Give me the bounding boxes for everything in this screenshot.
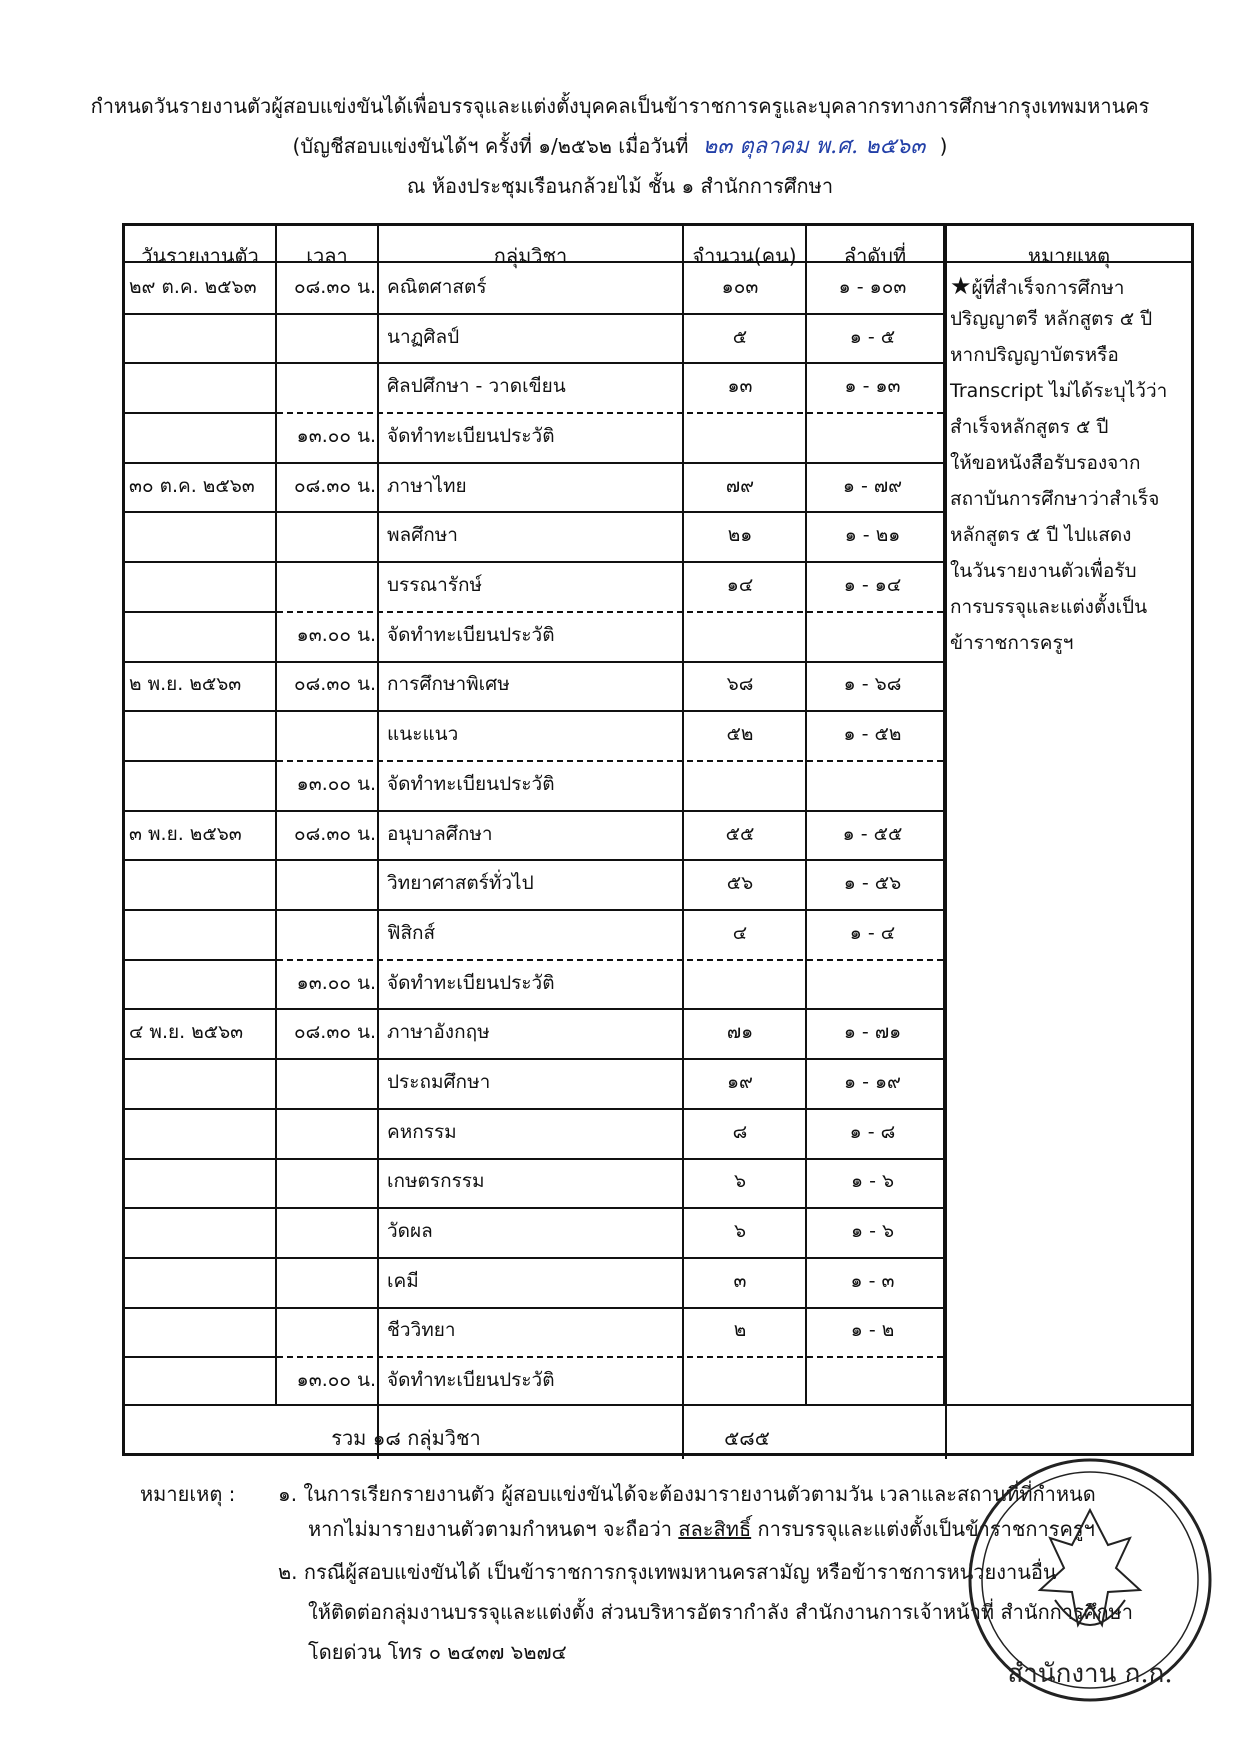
row-divider-dashed xyxy=(277,611,943,613)
th-date: วันรายงานตัว xyxy=(141,244,259,268)
row-rank: ๑ - ๕ xyxy=(849,325,896,348)
document-title: กำหนดวันรายงานตัวผู้สอบแข่งขันได้เพื่อบรรจุและแต่งตั้งบุคคลเป็นข้าราชการครูและบุคลากรทางการศึกษากรุงเทพมหานคร xyxy=(90,94,1150,118)
row-time: ๐๘.๓๐ น. xyxy=(294,1021,376,1044)
row-count: ๖ xyxy=(733,1170,747,1193)
row-subject: ศิลปศึกษา - วาดเขียน xyxy=(387,375,566,398)
row-divider xyxy=(125,909,943,911)
col-divider xyxy=(682,226,684,1459)
remark-line: ปริญญาตรี หลักสูตร ๕ ปี xyxy=(950,308,1153,330)
row-count: ๕๖ xyxy=(726,872,754,895)
th-subject: กลุ่มวิชา xyxy=(493,244,568,268)
row-count: ๑๐๓ xyxy=(721,275,759,298)
row-divider xyxy=(125,362,943,364)
row-divider xyxy=(125,859,943,861)
th-time: เวลา xyxy=(306,244,348,268)
row-subject: จัดทำทะเบียนประวัติ xyxy=(387,971,555,994)
row-date: ๓ พ.ย. ๒๕๖๓ xyxy=(129,822,242,845)
row-subject: เกษตรกรรม xyxy=(387,1170,485,1193)
row-subject: แนะแนว xyxy=(387,723,459,746)
row-subject: คณิตศาสตร์ xyxy=(387,275,487,298)
note-2-line-2: ให้ติดต่อกลุ่มงานบรรจุและแต่งตั้ง ส่วนบริหารอัตรากำลัง สำนักงานการเจ้าหน้าที่ สำนักการศึกษา xyxy=(308,1600,1133,1624)
row-subject: ชีววิทยา xyxy=(387,1319,456,1342)
notes-label: หมายเหตุ : xyxy=(140,1482,236,1506)
note-2-line-3: โดยด่วน โทร ๐ ๒๔๓๗ ๖๒๗๔ xyxy=(308,1640,567,1664)
row-subject: จัดทำทะเบียนประวัติ xyxy=(387,623,555,646)
row-date: ๒ พ.ย. ๒๕๖๓ xyxy=(129,673,242,696)
row-subject: บรรณารักษ์ xyxy=(387,574,482,597)
remark-line: สถาบันการศึกษาว่าสำเร็จ xyxy=(950,488,1160,510)
subtitle-prefix: (บัญชีสอบแข่งขันได้ฯ ครั้งที่ ๑/๒๕๖๒ เมื่อวันที่ xyxy=(292,134,689,158)
remark-line: หลักสูตร ๕ ปี ไปแสดง xyxy=(950,524,1132,546)
row-subject: อนุบาลศึกษา xyxy=(387,822,493,845)
total-value: ๕๘๕ xyxy=(724,1426,770,1450)
remark-line: การบรรจุและแต่งตั้งเป็น xyxy=(950,596,1148,618)
row-count: ๑๓ xyxy=(727,375,753,398)
row-rank: ๑ - ๑๔ xyxy=(843,574,902,597)
row-subject: จัดทำทะเบียนประวัติ xyxy=(387,424,555,447)
col-divider xyxy=(275,226,277,1404)
row-rank: ๑ - ๔ xyxy=(849,921,896,944)
row-rank: ๑ - ๗๙ xyxy=(842,474,903,497)
row-subject: นาฏศิลป์ xyxy=(387,325,460,348)
schedule-table xyxy=(122,223,1194,1456)
row-subject: วัดผล xyxy=(387,1220,433,1243)
row-divider-dashed xyxy=(277,760,943,762)
row-subject: เคมี xyxy=(387,1269,419,1292)
remark-line: สำเร็จหลักสูตร ๕ ปี xyxy=(950,416,1109,438)
row-rank: ๑ - ๕๒ xyxy=(843,723,902,746)
row-time: ๐๘.๓๐ น. xyxy=(294,275,376,298)
row-rank: ๑ - ๖ xyxy=(850,1220,895,1243)
remark-text: ผู้ที่สำเร็จการศึกษา xyxy=(971,277,1125,299)
row-divider xyxy=(125,710,943,712)
row-time: ๐๘.๓๐ น. xyxy=(294,673,376,696)
row-divider xyxy=(125,611,275,613)
row-count: ๖๘ xyxy=(726,673,754,696)
row-rank: ๑ - ๓ xyxy=(850,1269,895,1292)
th-count: จำนวน(คน) xyxy=(692,244,797,268)
row-rank: ๑ - ๗๑ xyxy=(843,1021,902,1044)
note-1-line-1: ๑. ในการเรียกรายงานตัว ผู้สอบแข่งขันได้จะต้องมารายงานตัวตามวัน เวลาและสถานที่ที่กำหนด xyxy=(278,1482,1096,1506)
row-divider xyxy=(125,313,943,315)
star-icon: ★ xyxy=(950,272,972,300)
row-rank: ๑ - ๕๖ xyxy=(843,872,902,895)
th-remark: หมายเหตุ xyxy=(1027,244,1111,268)
row-rank: ๑ - ๑๐๓ xyxy=(838,275,907,298)
row-count: ๕๕ xyxy=(725,822,755,845)
handwritten-date: ๒๓ ตุลาคม พ.ศ. ๒๕๖๓ xyxy=(702,134,926,159)
row-rank: ๑ - ๒ xyxy=(850,1319,895,1342)
remark-line: ให้ขอหนังสือรับรองจาก xyxy=(950,452,1141,474)
row-count: ๖ xyxy=(733,1220,747,1243)
row-subject: คหกรรม xyxy=(387,1120,457,1143)
row-count: ๒๑ xyxy=(727,524,753,547)
official-stamp-icon xyxy=(960,1450,1220,1710)
row-date: ๔ พ.ย. ๒๕๖๓ xyxy=(129,1021,244,1044)
row-divider xyxy=(125,1356,275,1358)
row-count: ๑๔ xyxy=(726,574,754,597)
row-subject: จัดทำทะเบียนประวัติ xyxy=(387,1369,555,1392)
row-divider xyxy=(125,959,275,961)
row-count: ๔ xyxy=(732,921,748,944)
row-divider xyxy=(125,462,943,464)
col-divider xyxy=(945,226,947,1459)
remark-line: Transcript ไม่ได้ระบุไว้ว่า xyxy=(950,380,1168,402)
row-count: ๓ xyxy=(733,1269,747,1292)
row-divider xyxy=(125,561,943,563)
row-subject: วิทยาศาสตร์ทั่วไป xyxy=(387,872,534,895)
row-divider xyxy=(125,760,275,762)
row-date: ๒๙ ต.ค. ๒๕๖๓ xyxy=(129,275,257,298)
document-venue: ณ ห้องประชุมเรือนกล้วยไม้ ชั้น ๑ สำนักการศึกษา xyxy=(406,174,834,198)
row-divider xyxy=(125,661,943,663)
total-divider xyxy=(125,1404,1191,1406)
row-time: ๑๓.๐๐ น. xyxy=(296,971,376,994)
note-1-forfeit: สละสิทธิ์ xyxy=(678,1517,752,1541)
row-count: ๗๙ xyxy=(725,474,755,497)
row-subject: พลศึกษา xyxy=(387,524,458,547)
remark-line: ในวันรายงานตัวเพื่อรับ xyxy=(950,560,1137,582)
row-date: ๓๐ ต.ค. ๒๕๖๓ xyxy=(129,474,255,497)
row-count: ๘ xyxy=(732,1120,748,1143)
row-divider xyxy=(125,1158,943,1160)
row-time: ๑๓.๐๐ น. xyxy=(296,424,376,447)
row-subject: ภาษาไทย xyxy=(387,474,467,497)
row-divider xyxy=(125,810,943,812)
row-rank: ๑ - ๘ xyxy=(849,1120,896,1143)
col-divider xyxy=(377,226,379,1459)
remark-line: ข้าราชการครูฯ xyxy=(950,632,1074,654)
document-subtitle xyxy=(0,128,1240,163)
row-divider xyxy=(125,1307,943,1309)
row-count: ๕๒ xyxy=(726,723,754,746)
note-1-line-2-pre: หากไม่มารายงานตัวตามกำหนดฯ จะถือว่า xyxy=(308,1517,679,1541)
row-divider xyxy=(125,1108,943,1110)
row-divider xyxy=(125,511,943,513)
th-rank: ลำดับที่ xyxy=(843,244,907,268)
row-divider xyxy=(125,1207,943,1209)
row-divider xyxy=(125,1058,943,1060)
row-divider xyxy=(125,1257,943,1259)
row-divider-dashed xyxy=(277,959,943,961)
row-rank: ๑ - ๒๑ xyxy=(844,524,901,547)
row-divider-dashed xyxy=(277,1356,943,1358)
note-2-line-1: ๒. กรณีผู้สอบแข่งขันได้ เป็นข้าราชการกรุงเทพมหานครสามัญ หรือข้าราชการหน่วยงานอื่น xyxy=(278,1560,1057,1584)
row-subject: การศึกษาพิเศษ xyxy=(387,673,510,696)
row-rank: ๑ - ๑๓ xyxy=(844,375,901,398)
row-subject: ประถมศึกษา xyxy=(387,1070,491,1093)
row-count: ๑๙ xyxy=(727,1070,753,1093)
remark-line xyxy=(950,274,1190,298)
row-divider xyxy=(125,1008,943,1010)
row-time: ๑๓.๐๐ น. xyxy=(296,1369,376,1392)
subtitle-suffix: ) xyxy=(939,134,948,158)
row-count: ๗๑ xyxy=(726,1021,754,1044)
total-label: รวม ๑๘ กลุ่มวิชา xyxy=(331,1426,481,1450)
row-time: ๐๘.๓๐ น. xyxy=(294,822,376,845)
row-time: ๐๘.๓๐ น. xyxy=(294,474,376,497)
note-1-line-2-post: การบรรจุและแต่งตั้งเป็นข้าราชการครูฯ xyxy=(751,1517,1095,1541)
row-subject: ฟิสิกส์ xyxy=(387,921,436,944)
row-divider-dashed xyxy=(277,412,943,414)
row-time: ๑๓.๐๐ น. xyxy=(296,623,376,646)
row-subject: ภาษาอังกฤษ xyxy=(387,1021,490,1044)
row-rank: ๑ - ๕๕ xyxy=(842,822,903,845)
row-subject: จัดทำทะเบียนประวัติ xyxy=(387,772,555,795)
row-time: ๑๓.๐๐ น. xyxy=(296,772,376,795)
remark-line: หากปริญญาบัตรหรือ xyxy=(950,344,1119,366)
row-count: ๒ xyxy=(733,1319,747,1342)
stamp-label: สำนักงาน ก.ก. xyxy=(1007,1659,1173,1689)
col-divider xyxy=(805,226,807,1404)
row-rank: ๑ - ๖๘ xyxy=(843,673,902,696)
row-divider xyxy=(125,412,275,414)
row-rank: ๑ - ๑๙ xyxy=(844,1070,901,1093)
row-count: ๕ xyxy=(732,325,748,348)
row-rank: ๑ - ๖ xyxy=(850,1170,895,1193)
